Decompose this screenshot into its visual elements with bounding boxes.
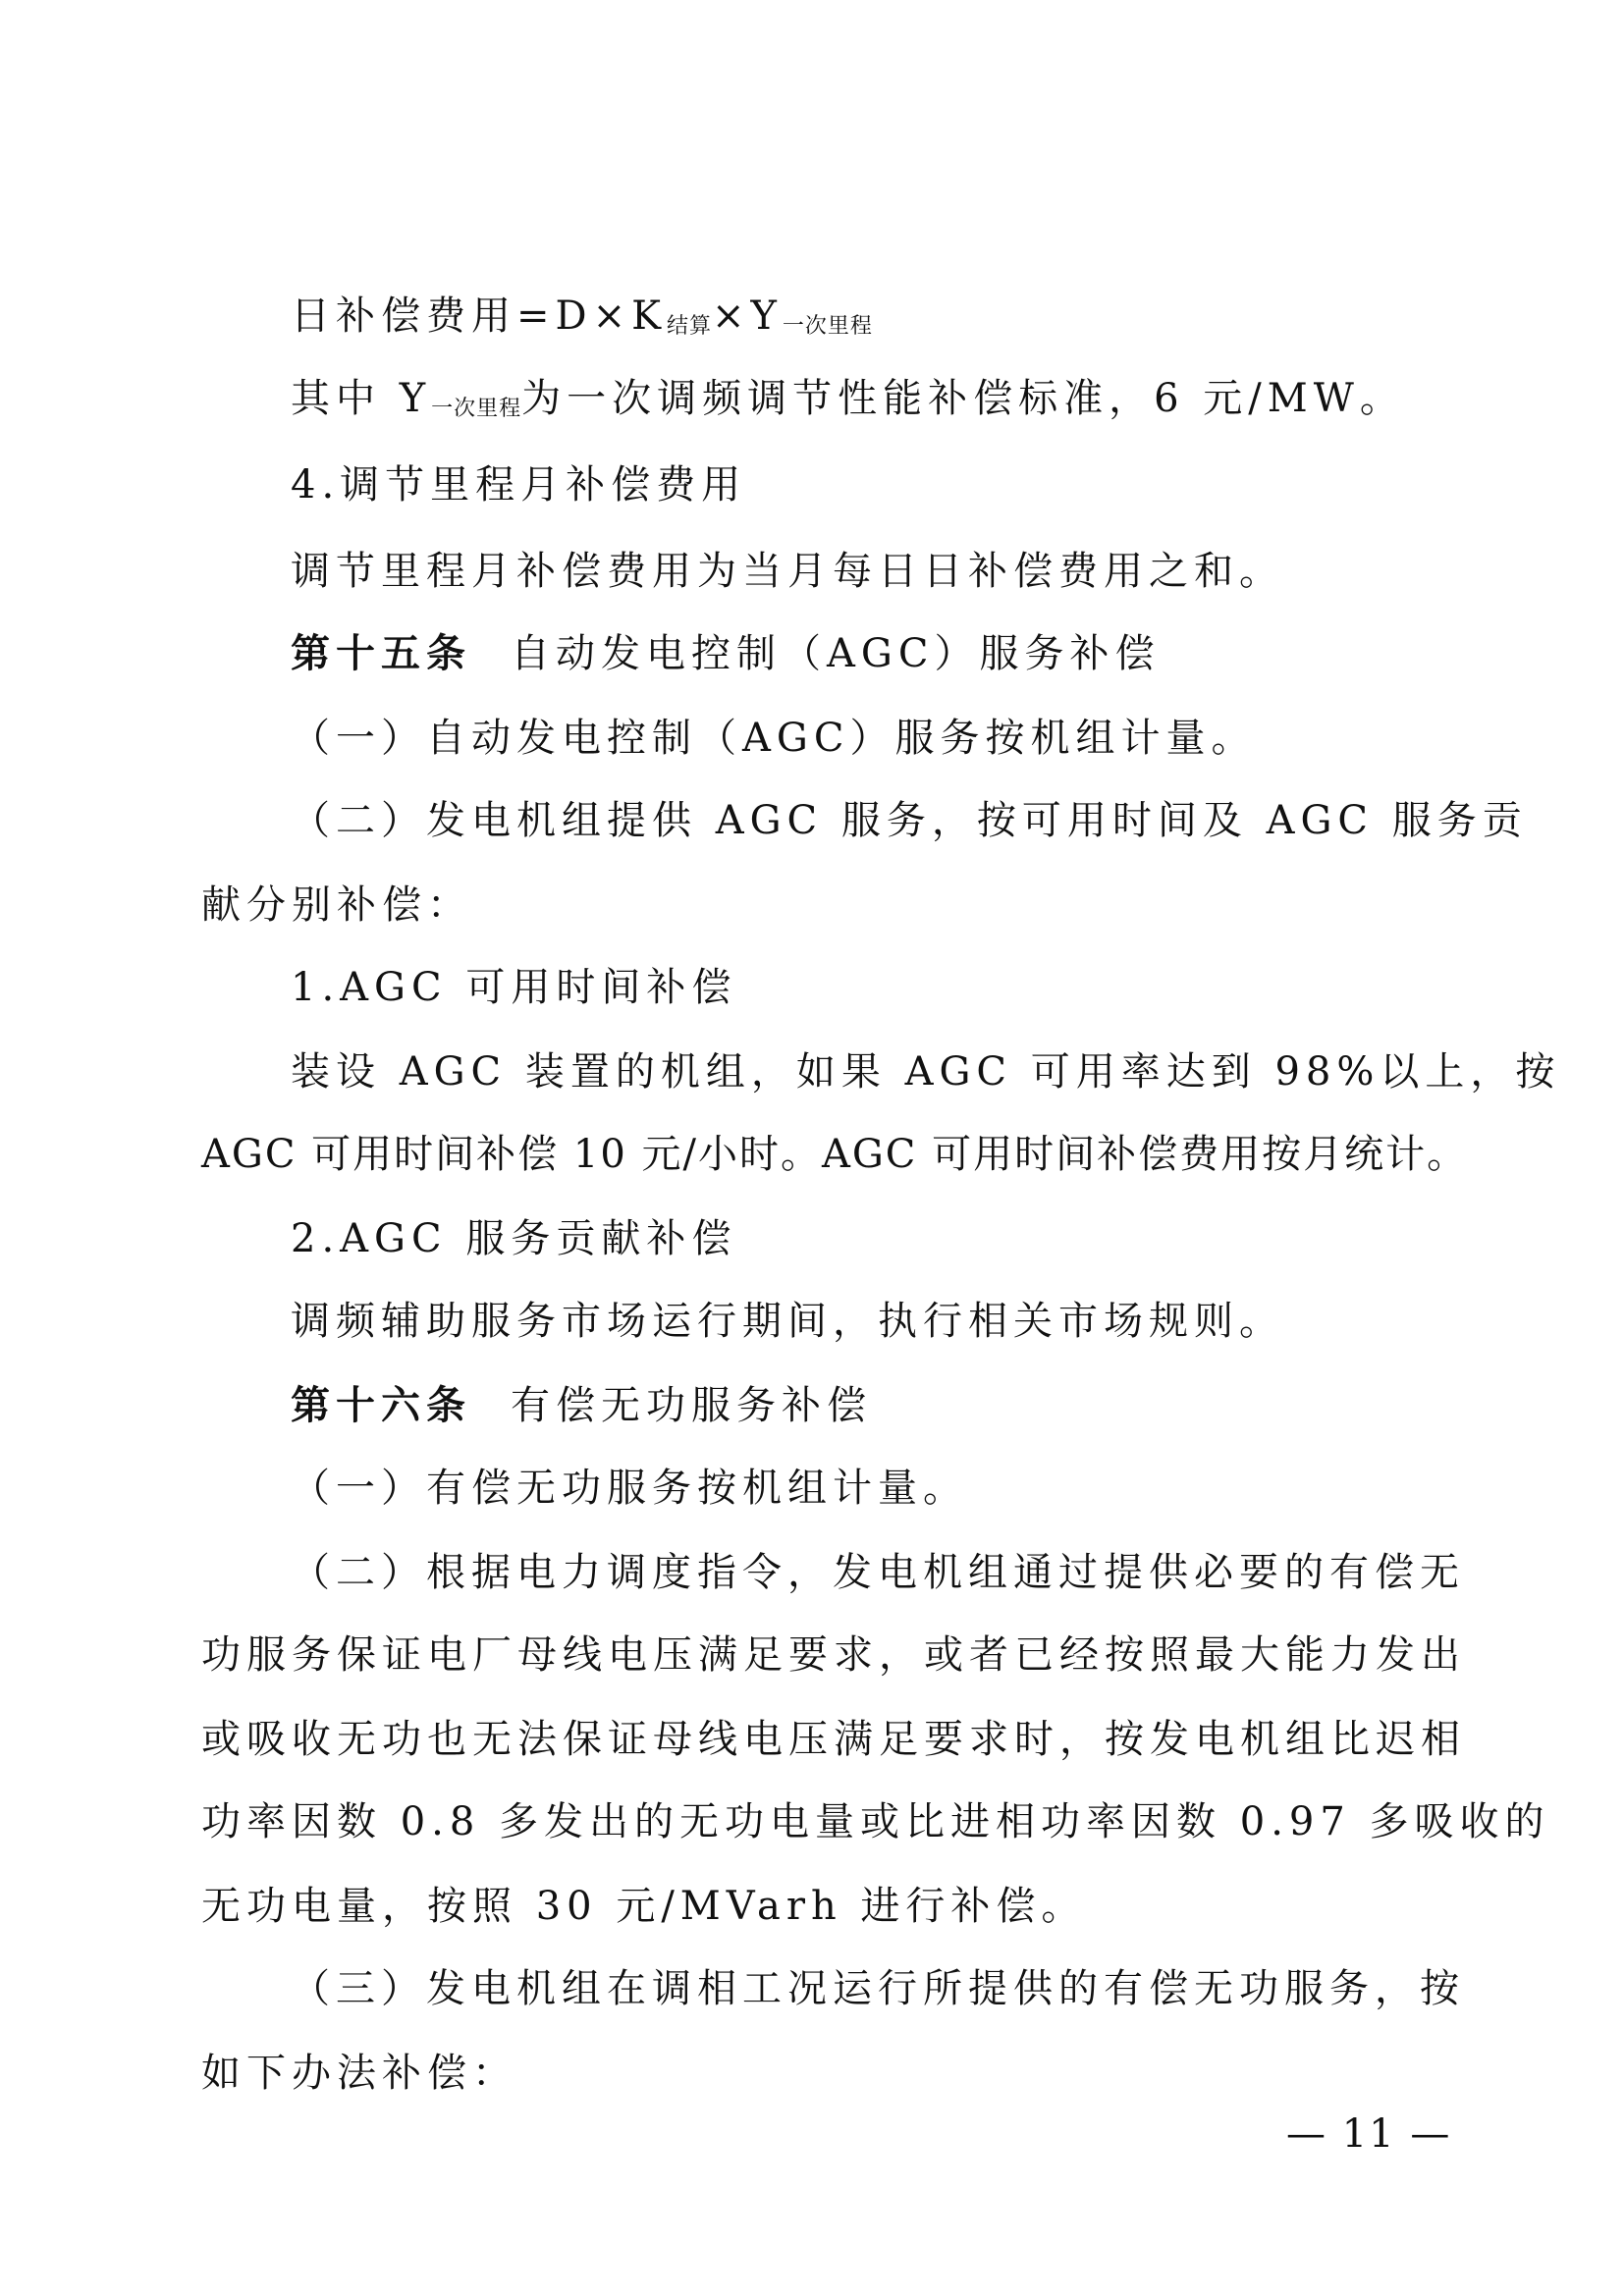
article16-p3-line1: （三）发电机组在调相工况运行所提供的有偿无功服务，按 [291,1966,1465,2011]
formula-subscript-mileage: 一次里程 [782,314,873,339]
article15-p2-line1: （二）发电机组提供 AGC 服务，按可用时间及 AGC 服务贡 [291,798,1528,843]
formula-note-prefix: 其中 Y [291,376,432,421]
page-number: — 11 — [1286,2111,1452,2157]
formula-note-line [291,373,1430,424]
article15-sub1-line1: 装设 AGC 装置的机组，如果 AGC 可用率达到 98%以上，按 [291,1049,1561,1095]
item4-heading: 4.调节里程月补偿费用 [291,462,747,507]
article15-sub2-body: 调频辅助服务市场运行期间，执行相关市场规则。 [291,1299,1284,1344]
formula-subscript-settlement: 结算 [666,314,712,339]
article15-sub1-heading: 1.AGC 可用时间补偿 [291,965,737,1010]
article16-label: 第十六条 [291,1382,471,1428]
article16-p1: （一）有偿无功服务按机组计量。 [291,1466,968,1511]
article15-p2-line2: 献分别补偿： [201,882,472,928]
article16-p2-line1: （二）根据电力调度指令，发电机组通过提供必要的有偿无 [291,1550,1465,1595]
article15-label: 第十五条 [291,630,471,676]
article15-title: 自动发电控制（AGC）服务补偿 [511,631,1161,676]
article16-p2-line5: 无功电量，按照 30 元/MVarh 进行补偿。 [201,1884,1087,1929]
article15-sub1-line2: AGC 可用时间补偿 10 元/小时。AGC 可用时间补偿费用按月统计。 [201,1132,1469,1177]
formula-note-subscript: 一次里程 [431,397,522,421]
item4-body: 调节里程月补偿费用为当月每日日补偿费用之和。 [291,549,1284,594]
formula-prefix: 日补偿费用=D×K [291,294,667,339]
article16-title: 有偿无功服务补偿 [511,1383,872,1428]
article15-p1: （一）自动发电控制（AGC）服务按机组计量。 [291,716,1257,761]
article15-sub2-heading: 2.AGC 服务贡献补偿 [291,1216,737,1261]
article16-p2-line2: 功服务保证电厂母线电压满足要求，或者已经按照最大能力发出 [201,1632,1466,1678]
article16-p2-line4: 功率因数 0.8 多发出的无功电量或比进相功率因数 0.97 多吸收的 [201,1799,1550,1844]
article16-p3-line2: 如下办法补偿： [201,2051,517,2096]
formula-line [291,291,1430,342]
article16-p2-line3: 或吸收无功也无法保证母线电压满足要求时，按发电机组比迟相 [201,1717,1466,1762]
article15-heading [291,628,1430,679]
formula-note-suffix: 为一次调频调节性能补偿标准，6 元/MW。 [521,376,1405,421]
article16-heading [291,1380,1430,1431]
formula-mid: ×Y [712,294,783,339]
